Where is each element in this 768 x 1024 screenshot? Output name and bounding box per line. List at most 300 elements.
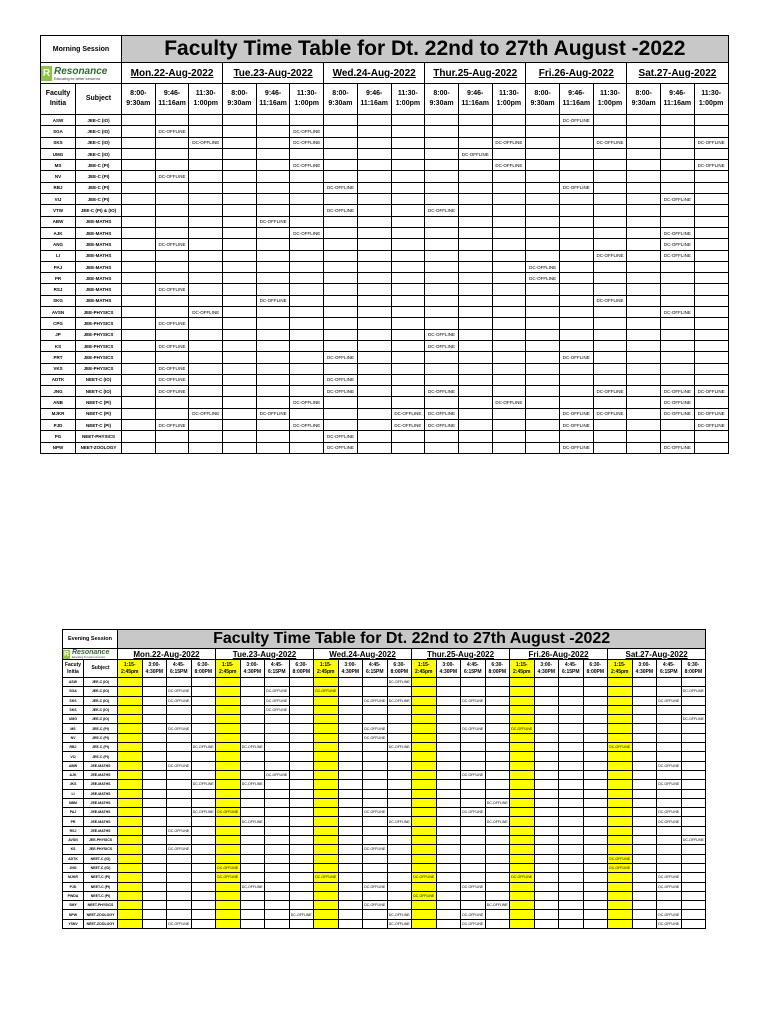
empty-slot [167, 901, 192, 910]
empty-slot [189, 126, 223, 137]
empty-slot [265, 854, 290, 863]
empty-slot [289, 798, 314, 807]
class-assignment: DC-OFFLINE [608, 743, 633, 752]
empty-slot [142, 743, 167, 752]
empty-slot [216, 901, 241, 910]
empty-slot [627, 182, 661, 193]
empty-slot [324, 295, 358, 306]
empty-slot [492, 408, 526, 419]
empty-slot [627, 273, 661, 284]
empty-slot [492, 171, 526, 182]
empty-slot [122, 442, 156, 453]
empty-slot [142, 724, 167, 733]
faculty-initials: ANG [41, 239, 76, 250]
empty-slot [191, 826, 216, 835]
subject: JEE-C (IO) [84, 705, 118, 714]
empty-slot [240, 845, 265, 854]
class-assignment: DC-OFFLINE [492, 137, 526, 148]
empty-slot [265, 891, 290, 900]
empty-slot [632, 696, 657, 705]
empty-slot [290, 307, 324, 318]
time-slot-header: 1:15-2:45pm [608, 660, 633, 678]
empty-slot [387, 826, 412, 835]
resonance-logo-icon: R [63, 650, 70, 658]
empty-slot [608, 882, 633, 891]
empty-slot [681, 724, 706, 733]
subject: JEE-C (IO) [76, 126, 122, 137]
empty-slot [608, 817, 633, 826]
empty-slot [357, 194, 391, 205]
empty-slot [657, 854, 682, 863]
empty-slot [216, 891, 241, 900]
empty-slot [289, 891, 314, 900]
empty-slot [461, 678, 486, 687]
empty-slot [338, 882, 363, 891]
class-assignment: DC-OFFLINE [694, 408, 728, 419]
empty-slot [632, 743, 657, 752]
class-assignment: DC-OFFLINE [485, 798, 510, 807]
empty-slot [189, 250, 223, 261]
empty-slot [338, 808, 363, 817]
empty-slot [167, 770, 192, 779]
empty-slot [593, 397, 627, 408]
empty-slot [583, 854, 608, 863]
empty-slot [338, 733, 363, 742]
class-assignment: DC-OFFLINE [661, 250, 695, 261]
faculty-row [63, 863, 706, 872]
empty-slot [608, 891, 633, 900]
empty-slot [425, 397, 459, 408]
empty-slot [559, 431, 593, 442]
faculty-row [41, 442, 729, 453]
class-assignment: DC-OFFLINE [324, 442, 358, 453]
empty-slot [485, 687, 510, 696]
time-slot-header: 1:15-2:45pm [216, 660, 241, 678]
empty-slot [694, 126, 728, 137]
empty-slot [189, 397, 223, 408]
empty-slot [627, 340, 661, 351]
empty-slot [593, 273, 627, 284]
class-assignment: DC-OFFLINE [290, 420, 324, 431]
empty-slot [559, 250, 593, 261]
empty-slot [412, 836, 437, 845]
empty-slot [338, 705, 363, 714]
empty-slot [387, 715, 412, 724]
empty-slot [265, 761, 290, 770]
empty-slot [142, 863, 167, 872]
empty-slot [324, 160, 358, 171]
subject: NEET-C (IO) [76, 374, 122, 385]
class-assignment: DC-OFFLINE [661, 307, 695, 318]
empty-slot [425, 148, 459, 159]
empty-slot [338, 752, 363, 761]
class-assignment: DC-OFFLINE [265, 687, 290, 696]
subject: NEET-ZOOLOGY [76, 442, 122, 453]
empty-slot [191, 798, 216, 807]
empty-slot [289, 854, 314, 863]
empty-slot [593, 182, 627, 193]
empty-slot [583, 826, 608, 835]
empty-slot [391, 137, 425, 148]
class-assignment: DC-OFFLINE [155, 318, 189, 329]
empty-slot [289, 919, 314, 928]
day-header: Wed.24-Aug-2022 [324, 63, 425, 84]
empty-slot [425, 182, 459, 193]
empty-slot [559, 910, 584, 919]
empty-slot [338, 687, 363, 696]
empty-slot [265, 882, 290, 891]
empty-slot [122, 329, 156, 340]
empty-slot [391, 171, 425, 182]
empty-slot [240, 891, 265, 900]
empty-slot [289, 743, 314, 752]
empty-slot [436, 696, 461, 705]
faculty-initials: NPW [41, 442, 76, 453]
faculty-row [63, 919, 706, 928]
class-assignment: DC-OFFLINE [608, 863, 633, 872]
empty-slot [681, 901, 706, 910]
empty-slot [338, 891, 363, 900]
empty-slot [681, 743, 706, 752]
empty-slot [387, 836, 412, 845]
empty-slot [534, 817, 559, 826]
empty-slot [492, 295, 526, 306]
empty-slot [118, 687, 143, 696]
empty-slot [526, 227, 560, 238]
empty-slot [593, 374, 627, 385]
empty-slot [559, 386, 593, 397]
empty-slot [122, 182, 156, 193]
class-assignment: DC-OFFLINE [657, 910, 682, 919]
empty-slot [608, 901, 633, 910]
empty-slot [608, 919, 633, 928]
empty-slot [510, 678, 535, 687]
class-assignment: DC-OFFLINE [661, 442, 695, 453]
faculty-initials: AJK [41, 227, 76, 238]
class-assignment: DC-OFFLINE [657, 817, 682, 826]
faculty-row [41, 115, 729, 126]
faculty-row [63, 715, 706, 724]
empty-slot [412, 910, 437, 919]
empty-slot [694, 273, 728, 284]
empty-slot [189, 182, 223, 193]
empty-slot [681, 780, 706, 789]
empty-slot [122, 386, 156, 397]
empty-slot [436, 863, 461, 872]
empty-slot [485, 808, 510, 817]
time-slot-header: 8:00-9:30am [324, 84, 358, 115]
subject-header: Subject [84, 660, 118, 678]
empty-slot [661, 205, 695, 216]
time-slot-header: 6:30-8:00PM [191, 660, 216, 678]
empty-slot [391, 340, 425, 351]
faculty-row [41, 261, 729, 272]
empty-slot [118, 780, 143, 789]
empty-slot [142, 780, 167, 789]
empty-slot [314, 863, 339, 872]
empty-slot [534, 882, 559, 891]
time-slot-header: 9:46-11:16am [256, 84, 290, 115]
empty-slot [632, 780, 657, 789]
empty-slot [387, 733, 412, 742]
empty-slot [492, 329, 526, 340]
empty-slot [559, 363, 593, 374]
empty-slot [657, 705, 682, 714]
empty-slot [526, 171, 560, 182]
class-assignment: DC-OFFLINE [425, 329, 459, 340]
empty-slot [216, 919, 241, 928]
class-assignment: DC-OFFLINE [363, 696, 388, 705]
empty-slot [265, 733, 290, 742]
empty-slot [387, 808, 412, 817]
empty-slot [240, 752, 265, 761]
time-slot-header: 8:00-9:30am [526, 84, 560, 115]
empty-slot [191, 687, 216, 696]
class-assignment: DC-OFFLINE [387, 919, 412, 928]
empty-slot [661, 284, 695, 295]
subject: JEE-C (IO) [76, 137, 122, 148]
empty-slot [314, 817, 339, 826]
empty-slot [189, 239, 223, 250]
faculty-row [41, 420, 729, 431]
empty-slot [436, 845, 461, 854]
empty-slot [387, 873, 412, 882]
empty-slot [142, 687, 167, 696]
empty-slot [391, 442, 425, 453]
empty-slot [189, 160, 223, 171]
empty-slot [412, 863, 437, 872]
faculty-row [41, 307, 729, 318]
empty-slot [289, 845, 314, 854]
empty-slot [583, 752, 608, 761]
empty-slot [357, 431, 391, 442]
empty-slot [290, 442, 324, 453]
empty-slot [216, 761, 241, 770]
time-slot-header: 1:15-2:45pm [412, 660, 437, 678]
empty-slot [289, 873, 314, 882]
class-assignment: DC-OFFLINE [167, 761, 192, 770]
faculty-initials: MJKR [63, 873, 84, 882]
empty-slot [559, 374, 593, 385]
empty-slot [189, 261, 223, 272]
empty-slot [155, 431, 189, 442]
faculty-initials: MS [63, 724, 84, 733]
empty-slot [583, 678, 608, 687]
empty-slot [289, 817, 314, 826]
empty-slot [314, 733, 339, 742]
empty-slot [510, 882, 535, 891]
empty-slot [608, 687, 633, 696]
empty-slot [191, 836, 216, 845]
empty-slot [357, 148, 391, 159]
empty-slot [492, 273, 526, 284]
empty-slot [608, 761, 633, 770]
class-assignment: DC-OFFLINE [290, 397, 324, 408]
empty-slot [256, 160, 290, 171]
empty-slot [458, 205, 492, 216]
subject: JEE-MATHS [76, 227, 122, 238]
empty-slot [122, 250, 156, 261]
day-header: Sat.27-Aug-2022 [627, 63, 728, 84]
empty-slot [191, 873, 216, 882]
faculty-row [63, 743, 706, 752]
empty-slot [289, 761, 314, 770]
empty-slot [363, 873, 388, 882]
empty-slot [510, 752, 535, 761]
time-slot-header: 8:00-9:30am [627, 84, 661, 115]
subject: NEET-ZOOLOGY [84, 919, 118, 928]
empty-slot [485, 910, 510, 919]
empty-slot [289, 780, 314, 789]
empty-slot [632, 836, 657, 845]
empty-slot [363, 780, 388, 789]
empty-slot [387, 845, 412, 854]
empty-slot [681, 696, 706, 705]
empty-slot [593, 431, 627, 442]
empty-slot [526, 408, 560, 419]
empty-slot [118, 705, 143, 714]
class-assignment: DC-OFFLINE [425, 205, 459, 216]
empty-slot [314, 743, 339, 752]
empty-slot [593, 352, 627, 363]
empty-slot [461, 826, 486, 835]
class-assignment: DC-OFFLINE [681, 836, 706, 845]
day-header: Tue.23-Aug-2022 [223, 63, 324, 84]
empty-slot [324, 307, 358, 318]
empty-slot [118, 891, 143, 900]
empty-slot [661, 148, 695, 159]
empty-slot [425, 126, 459, 137]
empty-slot [461, 705, 486, 714]
empty-slot [223, 352, 257, 363]
empty-slot [492, 340, 526, 351]
empty-slot [559, 696, 584, 705]
empty-slot [492, 227, 526, 238]
empty-slot [681, 854, 706, 863]
empty-slot [492, 126, 526, 137]
class-assignment: DC-OFFLINE [189, 408, 223, 419]
empty-slot [167, 678, 192, 687]
empty-slot [412, 724, 437, 733]
empty-slot [436, 743, 461, 752]
empty-slot [265, 817, 290, 826]
empty-slot [661, 374, 695, 385]
faculty-initials: NPW [63, 910, 84, 919]
empty-slot [583, 845, 608, 854]
class-assignment: DC-OFFLINE [661, 194, 695, 205]
class-assignment: DC-OFFLINE [593, 295, 627, 306]
empty-slot [391, 295, 425, 306]
empty-slot [155, 329, 189, 340]
empty-slot [256, 397, 290, 408]
empty-slot [338, 863, 363, 872]
empty-slot [412, 696, 437, 705]
class-assignment: DC-OFFLINE [216, 873, 241, 882]
empty-slot [223, 408, 257, 419]
empty-slot [593, 307, 627, 318]
empty-slot [256, 261, 290, 272]
class-assignment: DC-OFFLINE [425, 340, 459, 351]
class-assignment: DC-OFFLINE [661, 386, 695, 397]
empty-slot [314, 826, 339, 835]
empty-slot [632, 863, 657, 872]
empty-slot [118, 743, 143, 752]
empty-slot [357, 261, 391, 272]
empty-slot [363, 836, 388, 845]
empty-slot [223, 340, 257, 351]
empty-slot [357, 374, 391, 385]
empty-slot [526, 205, 560, 216]
empty-slot [290, 363, 324, 374]
empty-slot [681, 919, 706, 928]
subject: JEE-C (PI) [76, 182, 122, 193]
empty-slot [167, 789, 192, 798]
empty-slot [216, 854, 241, 863]
empty-slot [510, 901, 535, 910]
empty-slot [363, 798, 388, 807]
class-assignment: DC-OFFLINE [191, 780, 216, 789]
empty-slot [461, 863, 486, 872]
empty-slot [627, 329, 661, 340]
time-slot-header: 11:30-1:00pm [189, 84, 223, 115]
empty-slot [461, 743, 486, 752]
class-assignment: DC-OFFLINE [593, 386, 627, 397]
faculty-row [41, 397, 729, 408]
empty-slot [559, 752, 584, 761]
class-assignment: DC-OFFLINE [155, 420, 189, 431]
empty-slot [559, 678, 584, 687]
day-header: Fri.26-Aug-2022 [510, 649, 608, 660]
empty-slot [510, 826, 535, 835]
empty-slot [436, 854, 461, 863]
empty-slot [391, 397, 425, 408]
empty-slot [142, 798, 167, 807]
empty-slot [223, 431, 257, 442]
empty-slot [485, 891, 510, 900]
empty-slot [142, 789, 167, 798]
empty-slot [461, 733, 486, 742]
empty-slot [142, 752, 167, 761]
empty-slot [338, 910, 363, 919]
empty-slot [593, 115, 627, 126]
empty-slot [155, 148, 189, 159]
faculty-row [63, 826, 706, 835]
empty-slot [256, 239, 290, 250]
empty-slot [526, 295, 560, 306]
empty-slot [256, 352, 290, 363]
empty-slot [363, 789, 388, 798]
empty-slot [559, 761, 584, 770]
class-assignment: DC-OFFLINE [657, 696, 682, 705]
empty-slot [461, 780, 486, 789]
empty-slot [661, 420, 695, 431]
empty-slot [189, 374, 223, 385]
empty-slot [324, 273, 358, 284]
empty-slot [694, 115, 728, 126]
faculty-initials: UMG [41, 148, 76, 159]
empty-slot [391, 352, 425, 363]
faculty-initials: VTW [41, 205, 76, 216]
faculty-row [63, 798, 706, 807]
empty-slot [661, 160, 695, 171]
empty-slot [436, 901, 461, 910]
empty-slot [461, 817, 486, 826]
faculty-row [63, 817, 706, 826]
empty-slot [458, 250, 492, 261]
faculty-row [63, 752, 706, 761]
empty-slot [657, 798, 682, 807]
empty-slot [412, 715, 437, 724]
